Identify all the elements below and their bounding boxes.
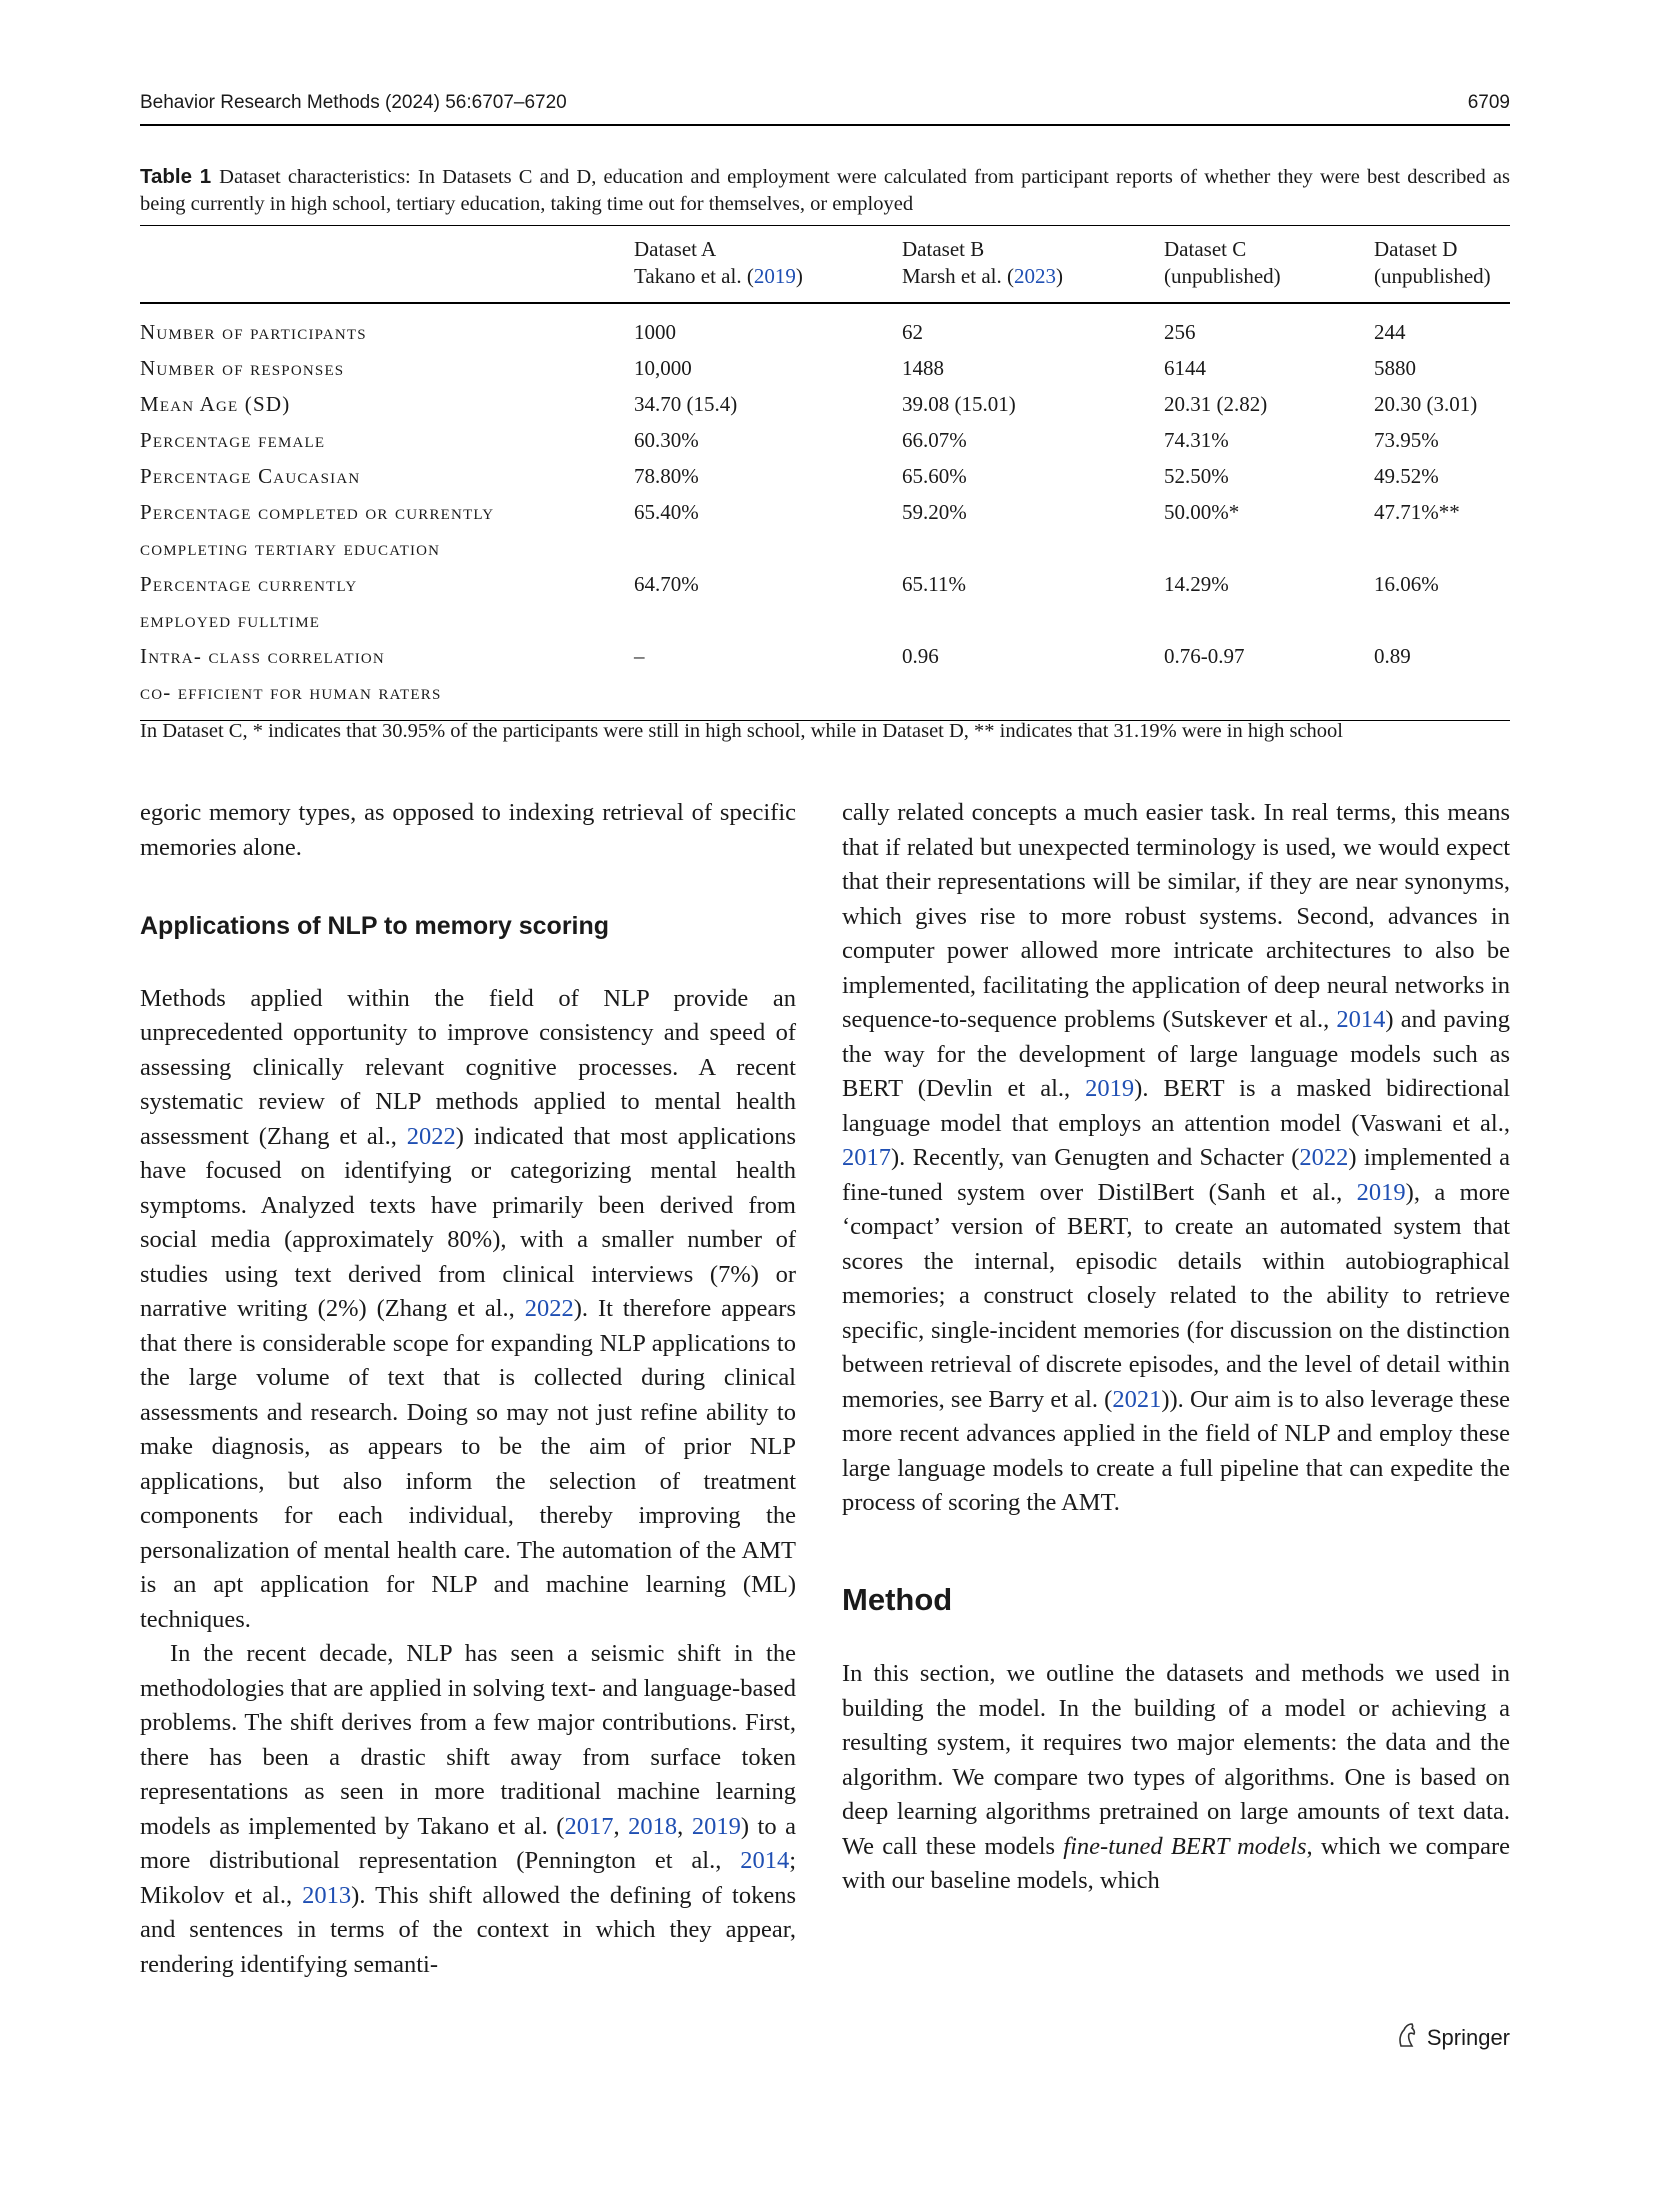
journal-citation: Behavior Research Methods (2024) 56:6707–6720 <box>140 92 567 113</box>
section-heading-method: Method <box>842 1581 953 1617</box>
table-cell: 0.96 <box>902 644 939 668</box>
column-header-dataset-d: Dataset D (unpublished) <box>1374 226 1510 304</box>
emphasis-term: fine-tuned BERT models <box>1063 1832 1307 1860</box>
paragraph: egoric memory types, as opposed to indexing retrieval of specific memories alone. <box>140 799 796 861</box>
table-cell: 16.06% <box>1374 572 1439 596</box>
running-header <box>140 88 1510 126</box>
table-cell: 0.89 <box>1374 644 1411 668</box>
citation-link[interactable]: 2022 <box>524 1295 574 1322</box>
citation-link[interactable]: 2018 <box>628 1812 678 1840</box>
table-cell: – <box>634 644 645 668</box>
row-label: Percentage Caucasian <box>140 464 361 488</box>
table-body <box>140 303 1510 721</box>
citation-link[interactable]: 2019 <box>753 264 796 288</box>
citation-link[interactable]: 2019 <box>691 1812 741 1840</box>
table-cell: 50.00%* <box>1164 500 1240 524</box>
row-label: Number of responses <box>140 356 345 380</box>
table-cell: 47.71%** <box>1374 500 1460 524</box>
column-header-dataset-b: Dataset B Marsh et al. (2023) <box>902 226 1164 304</box>
table-corner-cell <box>140 226 634 304</box>
table-cell: 14.29% <box>1164 572 1229 596</box>
table-label: Table 1 <box>140 165 212 188</box>
table-caption <box>140 163 1510 218</box>
right-column <box>842 796 1510 1899</box>
citation-link[interactable]: 2023 <box>1013 264 1056 288</box>
table-cell: 65.40% <box>634 500 699 524</box>
citation-link[interactable]: 2013 <box>302 1881 352 1909</box>
publisher-footer <box>1395 2022 1510 2054</box>
citation-link[interactable]: 2022 <box>1299 1144 1349 1171</box>
dataset-table <box>140 225 1510 721</box>
table-row <box>140 350 1510 386</box>
section-heading-applications: Applications of NLP to memory scoring <box>140 912 610 940</box>
table-cell: 20.31 (2.82) <box>1164 392 1268 416</box>
table-cell: 52.50% <box>1164 464 1229 488</box>
table-cell: 65.11% <box>902 572 966 596</box>
paragraph: Methods applied within the field of NLP provide an unprecedented opportunity to improve consistency and speed of assessing clinically relevant cognitive processes. A recent systematic review of NLP methods applied to mental health assessment (Zhang et al., 2022) indicated that most applications have focused on identifying or categorizing mental health symptoms. Analyzed texts have primarily been derived from social media (approximately 80%), with a smaller number of studies using text derived from clinical interviews (7%) or narrative writing (2%) (Zhang et al., 2022). It therefore appears that there is considerable scope for expanding NLP applications to the large volume of text that is collected during clinical assessments and research. Doing so may not just refine ability to make diagnosis, as appears to be the aim of prior NLP applications, but also inform the selection of treatment components for each individual, thereby improving the personalization of mental health care. The automation of the AMT is an apt application for NLP and machine learning (ML) techniques. <box>140 984 796 1633</box>
table-row <box>140 566 1510 638</box>
table-cell: 78.80% <box>634 464 699 488</box>
table-cell: 39.08 (15.01) <box>902 392 1016 416</box>
table-row <box>140 638 1510 721</box>
citation-link[interactable]: 2022 <box>406 1122 456 1150</box>
column-header-dataset-c: Dataset C (unpublished) <box>1164 226 1374 304</box>
table-cell: 60.30% <box>634 428 699 452</box>
citation-link[interactable]: 2014 <box>1336 1006 1386 1033</box>
table-row <box>140 494 1510 566</box>
paragraph: In this section, we outline the datasets and methods we used in building the model. In the building of a model or achieving a resulting system, it requires two major elements: the data and the algorithm. We compare two types of algorithms. One is based on deep learning algorithms pretrained on large amounts of text data. We call these models fine-tuned BERT models, which we compare with our baseline models, which <box>842 1660 1511 1894</box>
table-row <box>140 458 1510 494</box>
table-cell: 5880 <box>1374 356 1416 380</box>
table-cell: 59.20% <box>902 500 967 524</box>
publisher-name: Springer <box>1426 2025 1510 2050</box>
table-cell: 64.70% <box>634 572 699 596</box>
table-caption-text: Dataset characteristics: In Datasets C and D, education and employment were calculated from participant reports of whether they were best described as being currently in high school, tertiary education, taking time out for themselves, or employed <box>140 166 1510 215</box>
table-cell: 1000 <box>634 320 676 344</box>
table-cell: 20.30 (3.01) <box>1374 392 1478 416</box>
table-cell: 62 <box>902 320 923 344</box>
table-row <box>140 303 1510 350</box>
row-label: Percentage completed or currently completing tertiary education <box>140 500 495 560</box>
row-label: Mean Age (SD) <box>140 392 291 416</box>
citation-link[interactable]: 2017 <box>842 1144 891 1171</box>
row-label: Number of participants <box>140 320 367 344</box>
table-footnote: In Dataset C, * indicates that 30.95% of the participants were still in high school, while in Dataset D, ** indicates that 31.19% were in high school <box>140 720 1343 742</box>
table-cell: 73.95% <box>1374 428 1439 452</box>
table-cell: 49.52% <box>1374 464 1439 488</box>
springer-horse-icon <box>1395 2022 1419 2054</box>
row-label: Intra- class correlation co- efficient for human raters <box>140 644 442 704</box>
table-row <box>140 422 1510 458</box>
table-cell: 244 <box>1374 320 1406 344</box>
citation-link[interactable]: 2019 <box>1085 1075 1135 1102</box>
table-cell: 65.60% <box>902 464 967 488</box>
table-cell: 66.07% <box>902 428 967 452</box>
table-cell: 1488 <box>902 356 944 380</box>
table-row <box>140 386 1510 422</box>
citation-link[interactable]: 2017 <box>564 1812 614 1840</box>
table-cell: 10,000 <box>634 356 692 380</box>
table-cell: 256 <box>1164 320 1196 344</box>
citation-link[interactable]: 2021 <box>1112 1385 1162 1413</box>
citation-link[interactable]: 2014 <box>740 1847 790 1874</box>
table-cell: 6144 <box>1164 356 1206 380</box>
paragraph: In the recent decade, NLP has seen a seismic shift in the methodologies that are applied in solving text- and language-based problems. The shift derives from a few major contributions. First, there has been a drastic shift away from surface token representations as seen in more traditional machine learning models as implemented by Takano et al. (2017, 2018, 2019) to a more distributional representation (Pennington et al., 2014; Mikolov et al., 2013). This shift allowed the defining of tokens and sentences in terms of the context in which they appear, rendering identifying semanti- <box>140 1640 797 1978</box>
page-number: 6709 <box>1467 92 1510 113</box>
citation-link[interactable]: 2019 <box>1356 1178 1406 1206</box>
table-cell: 0.76-0.97 <box>1164 644 1245 668</box>
row-label: Percentage female <box>140 428 326 452</box>
row-label: Percentage currently employed fulltime <box>140 572 358 632</box>
table-header-row <box>140 226 1510 304</box>
column-header-dataset-a: Dataset A Takano et al. (2019) <box>634 226 902 304</box>
left-column <box>140 796 796 1982</box>
table-cell: 74.31% <box>1164 428 1229 452</box>
table-cell: 34.70 (15.4) <box>634 392 738 416</box>
paragraph: cally related concepts a much easier task. In real terms, this means that if related but unexpected terminology is used, we would expect that their representations will be similar, if they are near synonyms, which gives rise to more robust systems. Second, advances in computer power allowed more intricate architectures to also be implemented, facilitating the application of deep neural networks in sequence-to-sequence problems (Sutskever et al., 2014) and paving the way for the development of large language models such as BERT (Devlin et al., 2019). BERT is a masked bidirectional language model that employs an attention model (Vaswani et al., 2017). Recently, van Genugten and Schacter (2022) implemented a fine-tuned system over DistilBert (Sanh et al., 2019), a more ‘compact’ version of BERT, to create an automated system that scores the internal, episodic details within autobiographical memories; a construct closely related to the ability to retrieve specific, single-incident memories (for discussion on the distinction between retrieval of discrete episodes, and the level of detail within memories, see Barry et al. (2021)). Our aim is to also leverage these more recent advances applied in the field of NLP and employ these large language models to create a full pipeline that can expedite the process of scoring the AMT. <box>842 799 1511 1516</box>
